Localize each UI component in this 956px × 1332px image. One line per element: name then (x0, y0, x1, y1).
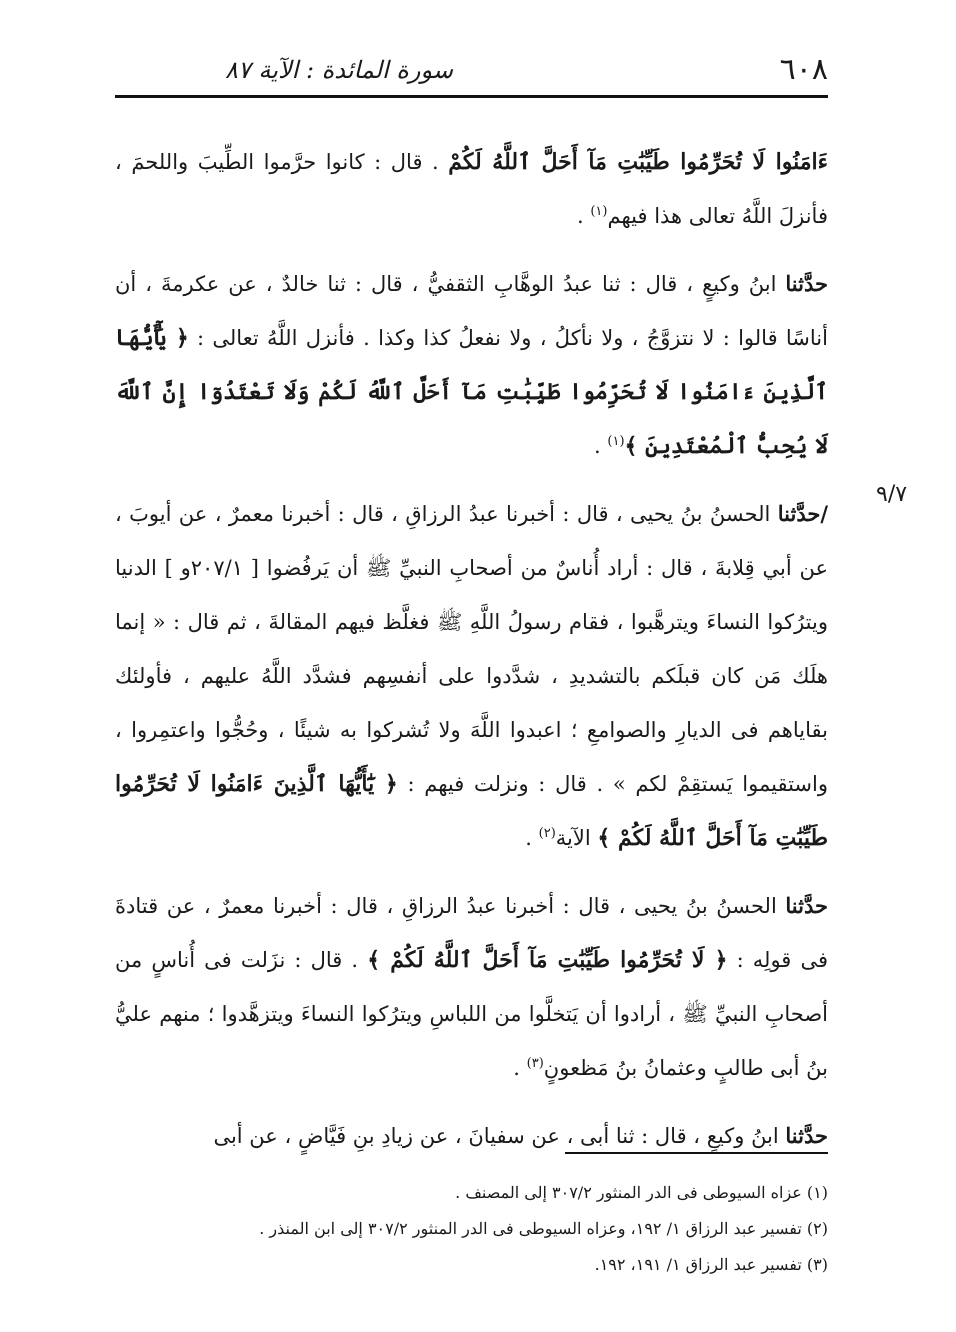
isnad-lead: حدَّثنا (785, 271, 828, 296)
paragraph-text-cont: . قال : نزَلت فى أُناسٍ من أصحابِ النبيِّ ﷺ ، أرادوا أن يَتخلَّوا من اللباسِ ويترُكوا النساءَ ويتزهَّدوا ؛ منهم عليُّ بنُ أبى طالبٍ وعثمانُ بنُ مَظعونٍ (115, 948, 828, 1080)
footnote-ref: (٢) (538, 826, 556, 841)
paragraph-end: . (594, 434, 608, 458)
isnad-lead: حدَّثنا (785, 893, 828, 918)
footnote-3: (٣) تفسير عبد الرزاق ١/ ١٩١، ١٩٢. (594, 1255, 828, 1274)
page-body (115, 135, 828, 1177)
paragraph-2 (115, 257, 828, 473)
quran-quote: ءَامَنُوا لَا تُحَرِّمُوا طَيِّبَٰتِ مَآ أَحَلَّ ٱللَّهُ لَكُمْ (448, 149, 828, 175)
quran-quote: ﴿ لَا تُحَرِّمُوا طَيِّبَٰتِ مَآ أَحَلَّ ٱللَّهُ لَكُمْ ﴾ (367, 947, 728, 973)
paragraph-text-cont: الآية (555, 826, 598, 850)
page-number: ٦٠٨ (779, 52, 828, 87)
paragraph-text: ابنُ وكيعٍ ، قال : ثنا عبدُ الوهَّابِ الثقفيُّ ، قال : ثنا خالدٌ ، عن عكرمةَ ، أن أناسًا قالوا : لا نتزوَّجُ ، ولا نأكلُ ، ولا نفعلُ كذا وكذا . فأنزل اللَّهُ تعالى : (115, 272, 828, 350)
paragraph-end: . (513, 1056, 527, 1080)
footnotes (115, 1175, 828, 1283)
paragraph-text: ابنُ وكيعٍ ، قال : ثنا أبى ، عن سفيانَ ، عن زيادِ بنِ فَيَّاضٍ ، عن أبى (213, 1124, 786, 1148)
footnote-rule (565, 1152, 828, 1154)
paragraph-5 (115, 1109, 828, 1163)
paragraph-3 (115, 487, 828, 865)
paragraph-text: الحسنُ بنُ يحيى ، قال : أخبرنا عبدُ الرزاقِ ، قال : أخبرنا معمرٌ ، عن أيوبَ ، عن أبي قِلابةَ ، قال : أراد أُناسٌ من أصحابِ النبيِّ ﷺ أن يَرفُضوا [ ٢٠٧/١و ] الدنيا ويترُكوا النساءَ ويترهَّبوا ، فقام رسولُ اللَّهِ ﷺ فغلَّظ فيهم المقالةَ ، ثم قال : « إنما هلَك مَن كان قبلَكم بالتشديدِ ، شدَّدوا على أنفسِهم فشدَّد اللَّهُ عليهم ، فأولئك بقاياهم فى الديارِ والصوامعِ ؛ اعبدوا اللَّهَ ولا تُشركوا به شيئًا ، وحُجُّوا واعتمِروا ، واستقيموا يَستقِمْ لكم » . قال : ونزلت فيهم : (115, 502, 828, 796)
footnote-ref: (١) (607, 434, 625, 449)
footnote-ref: (٣) (526, 1056, 544, 1071)
footnote-ref: (١) (590, 204, 608, 219)
page-header (115, 52, 828, 92)
header-rule (115, 95, 828, 98)
paragraph-1 (115, 135, 828, 243)
paragraph-text: الحسنُ بنُ يحيى ، قال : أخبرنا عبدُ الرزاقِ ، قال : أخبرنا معمرٌ ، عن قتادةَ فى قولِه : (115, 894, 828, 972)
isnad-lead: حدَّثنا (785, 1123, 828, 1148)
paragraph-text: . قال : كانوا حرَّموا الطِّيبَ واللحمَ ، فأنزلَ اللَّهُ تعالى هذا فيهم (115, 150, 828, 228)
quran-quote: ﴿ يَٰٓأَيُّهَا ٱلَّذِينَ ءَامَنُوا لَا تُحَرِّمُوا طَيِّبَٰتِ مَآ أَحَلَّ ٱللَّهُ لَكُمْ وَلَا تَعْتَدُوٓا إِنَّ ٱللَّهَ لَا يُحِبُّ ٱلْمُعْتَدِينَ ﴾ (115, 325, 828, 459)
quran-quote: ﴿ يَٰٓأَيُّهَا ٱلَّذِينَ ءَامَنُوا لَا تُحَرِّمُوا طَيِّبَٰتِ مَآ أَحَلَّ ٱللَّهُ لَكُمْ ﴾ (115, 771, 828, 851)
running-title: سورة المائدة : الآية ٨٧ (225, 56, 453, 84)
paragraph-end: . (525, 826, 539, 850)
paragraph-end: . (576, 204, 591, 228)
isnad-lead: /حدَّثنا (777, 501, 828, 526)
margin-note: ٩/٧ (876, 482, 908, 507)
paragraph-4 (115, 879, 828, 1095)
footnote-1: (١) عزاه السيوطى فى الدر المنثور ٣٠٧/٢ إلى المصنف . (455, 1183, 828, 1202)
footnote-2: (٢) تفسير عبد الرزاق ١/ ١٩٢، وعزاه السيوطى فى الدر المنثور ٣٠٧/٢ إلى ابن المنذر . (259, 1219, 828, 1238)
